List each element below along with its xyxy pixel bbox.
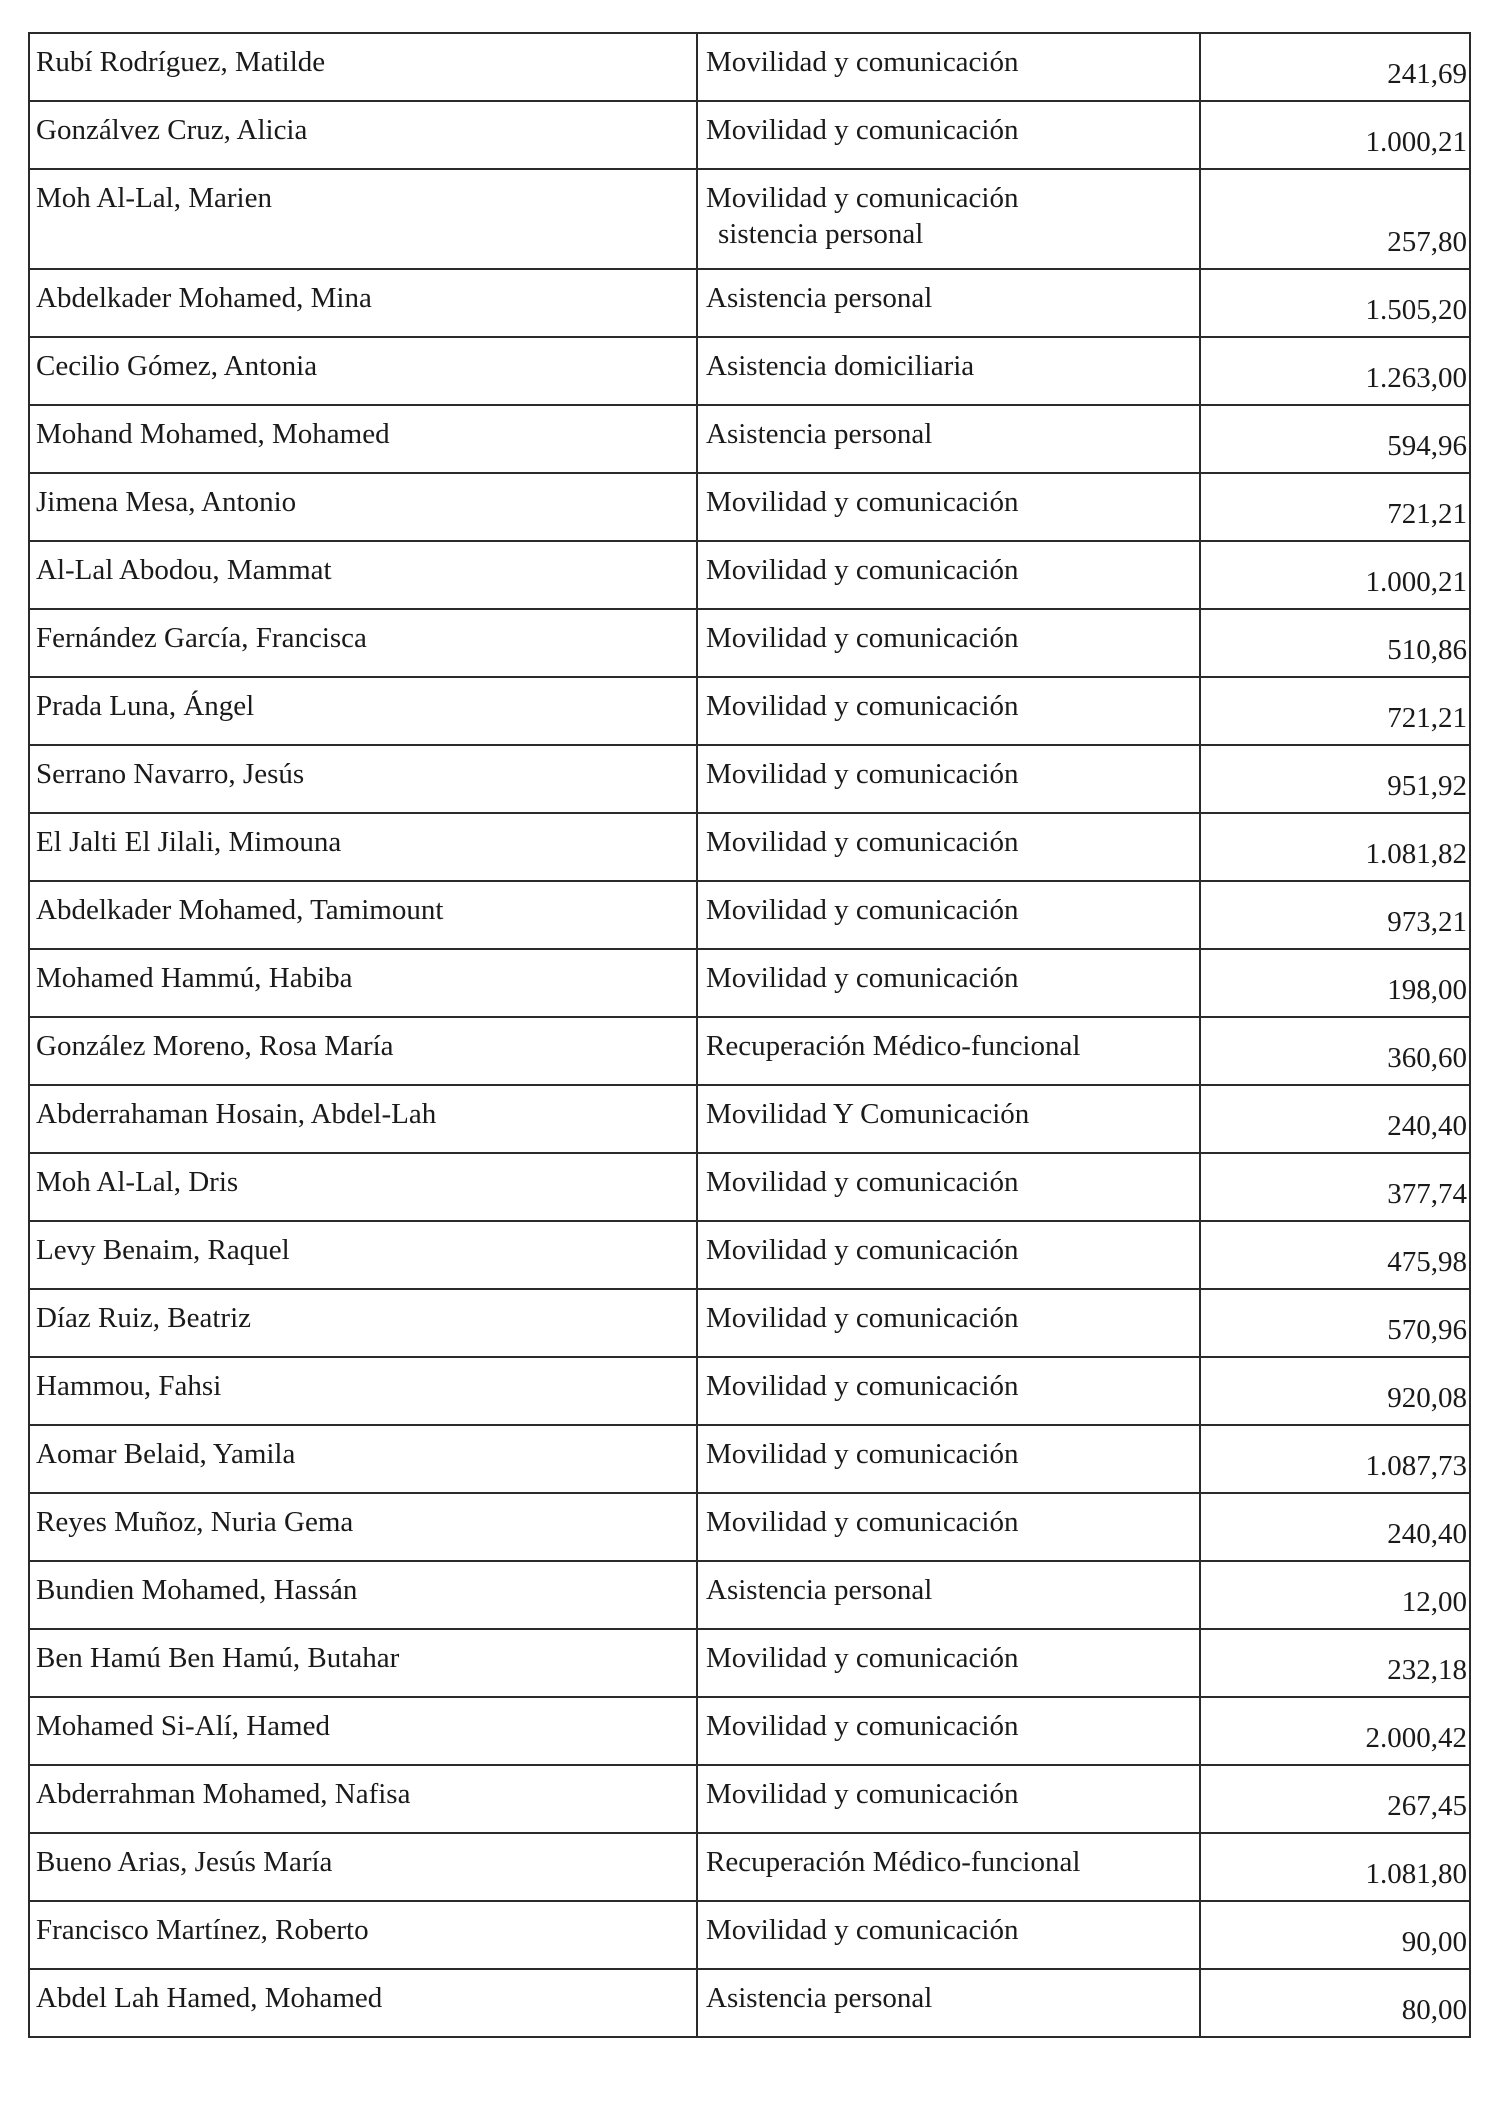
grant-concept (697, 169, 1200, 269)
table-row (29, 609, 1470, 677)
grant-amount: 12,00 (1200, 1561, 1470, 1629)
grant-amount: 257,80 (1200, 169, 1470, 269)
grant-amount: 241,69 (1200, 33, 1470, 101)
beneficiary-name: González Moreno, Rosa María (29, 1017, 697, 1085)
grant-concept: Movilidad y comunicación (697, 1901, 1200, 1969)
grant-concept: Movilidad y comunicación (697, 813, 1200, 881)
table-row (29, 1697, 1470, 1765)
beneficiary-name: Bueno Arias, Jesús María (29, 1833, 697, 1901)
grant-concept: Movilidad y comunicación (697, 473, 1200, 541)
grant-concept: Asistencia personal (697, 1969, 1200, 2037)
grant-concept-line1: Movilidad y comunicación (706, 182, 1019, 214)
table-row (29, 1901, 1470, 1969)
table-row (29, 1017, 1470, 1085)
grant-concept: Movilidad y comunicación (697, 609, 1200, 677)
grant-amount: 360,60 (1200, 1017, 1470, 1085)
table-row (29, 169, 1470, 269)
grant-concept: Asistencia personal (697, 1561, 1200, 1629)
beneficiary-name: Cecilio Gómez, Antonia (29, 337, 697, 405)
beneficiary-name: Abdelkader Mohamed, Mina (29, 269, 697, 337)
beneficiary-name: Ben Hamú Ben Hamú, Butahar (29, 1629, 697, 1697)
grant-amount: 2.000,42 (1200, 1697, 1470, 1765)
table-row (29, 269, 1470, 337)
grant-concept: Movilidad y comunicación (697, 1221, 1200, 1289)
table-row (29, 1289, 1470, 1357)
beneficiary-name: El Jalti El Jilali, Mimouna (29, 813, 697, 881)
beneficiary-name: Hammou, Fahsi (29, 1357, 697, 1425)
grants-table (28, 32, 1471, 2038)
grant-concept: Movilidad y comunicación (697, 101, 1200, 169)
grant-concept: Movilidad y comunicación (697, 1289, 1200, 1357)
grant-concept: Movilidad y comunicación (697, 677, 1200, 745)
beneficiary-name: Reyes Muñoz, Nuria Gema (29, 1493, 697, 1561)
beneficiary-name: Gonzálvez Cruz, Alicia (29, 101, 697, 169)
grant-concept: Recuperación Médico-funcional (697, 1833, 1200, 1901)
beneficiary-name: Mohamed Si-Alí, Hamed (29, 1697, 697, 1765)
beneficiary-name: Rubí Rodríguez, Matilde (29, 33, 697, 101)
beneficiary-name: Díaz Ruiz, Beatriz (29, 1289, 697, 1357)
table-row (29, 1153, 1470, 1221)
grant-amount: 240,40 (1200, 1085, 1470, 1153)
grant-amount: 721,21 (1200, 473, 1470, 541)
grant-concept: Movilidad y comunicación (697, 1697, 1200, 1765)
grant-amount: 951,92 (1200, 745, 1470, 813)
beneficiary-name: Moh Al-Lal, Dris (29, 1153, 697, 1221)
grant-amount: 1.081,80 (1200, 1833, 1470, 1901)
table-row (29, 1221, 1470, 1289)
grant-concept: Movilidad Y Comunicación (697, 1085, 1200, 1153)
table-row (29, 881, 1470, 949)
grant-concept: Movilidad y comunicación (697, 1425, 1200, 1493)
grant-amount: 90,00 (1200, 1901, 1470, 1969)
grant-amount: 1.087,73 (1200, 1425, 1470, 1493)
grant-amount: 510,86 (1200, 609, 1470, 677)
table-row (29, 1357, 1470, 1425)
grant-amount: 198,00 (1200, 949, 1470, 1017)
grant-amount: 1.081,82 (1200, 813, 1470, 881)
beneficiary-name: Mohand Mohamed, Mohamed (29, 405, 697, 473)
beneficiary-name: Aomar Belaid, Yamila (29, 1425, 697, 1493)
grant-amount: 240,40 (1200, 1493, 1470, 1561)
grant-amount: 475,98 (1200, 1221, 1470, 1289)
grant-concept: Movilidad y comunicación (697, 949, 1200, 1017)
grant-concept: Movilidad y comunicación (697, 1493, 1200, 1561)
grant-concept: Movilidad y comunicación (697, 745, 1200, 813)
grant-amount: 1.000,21 (1200, 101, 1470, 169)
table-row (29, 1425, 1470, 1493)
beneficiary-name: Al-Lal Abodou, Mammat (29, 541, 697, 609)
table-row (29, 949, 1470, 1017)
grant-amount: 80,00 (1200, 1969, 1470, 2037)
beneficiary-name: Abdel Lah Hamed, Mohamed (29, 1969, 697, 2037)
beneficiary-name: Jimena Mesa, Antonio (29, 473, 697, 541)
grant-amount: 1.263,00 (1200, 337, 1470, 405)
table-row (29, 1493, 1470, 1561)
grant-concept: Movilidad y comunicación (697, 1153, 1200, 1221)
grant-amount: 1.000,21 (1200, 541, 1470, 609)
grant-concept: Movilidad y comunicación (697, 1357, 1200, 1425)
grant-concept: Movilidad y comunicación (697, 881, 1200, 949)
table-row (29, 1085, 1470, 1153)
grant-amount: 920,08 (1200, 1357, 1470, 1425)
grant-amount: 973,21 (1200, 881, 1470, 949)
beneficiary-name: Levy Benaim, Raquel (29, 1221, 697, 1289)
grant-concept-line2: sistencia personal (718, 218, 924, 250)
grant-concept: Movilidad y comunicación (697, 1765, 1200, 1833)
beneficiary-name: Fernández García, Francisca (29, 609, 697, 677)
grant-concept: Movilidad y comunicación (697, 1629, 1200, 1697)
table-row (29, 1969, 1470, 2037)
table-row (29, 1765, 1470, 1833)
grant-amount: 232,18 (1200, 1629, 1470, 1697)
beneficiary-name: Mohamed Hammú, Habiba (29, 949, 697, 1017)
table-row (29, 405, 1470, 473)
grant-concept: Movilidad y comunicación (697, 33, 1200, 101)
grant-amount: 721,21 (1200, 677, 1470, 745)
grant-concept: Movilidad y comunicación (697, 541, 1200, 609)
table-row (29, 1561, 1470, 1629)
beneficiary-name: Prada Luna, Ángel (29, 677, 697, 745)
beneficiary-name: Moh Al-Lal, Marien (29, 169, 697, 269)
grant-amount: 377,74 (1200, 1153, 1470, 1221)
grant-amount: 570,96 (1200, 1289, 1470, 1357)
table-row (29, 677, 1470, 745)
beneficiary-name: Abderrahman Mohamed, Nafisa (29, 1765, 697, 1833)
beneficiary-name: Abderrahaman Hosain, Abdel-Lah (29, 1085, 697, 1153)
table-row (29, 1629, 1470, 1697)
grant-concept: Asistencia personal (697, 269, 1200, 337)
grant-amount: 594,96 (1200, 405, 1470, 473)
grant-concept: Recuperación Médico-funcional (697, 1017, 1200, 1085)
table-row (29, 337, 1470, 405)
grant-concept: Asistencia domiciliaria (697, 337, 1200, 405)
beneficiary-name: Abdelkader Mohamed, Tamimount (29, 881, 697, 949)
beneficiary-name: Francisco Martínez, Roberto (29, 1901, 697, 1969)
table-row (29, 33, 1470, 101)
beneficiary-name: Bundien Mohamed, Hassán (29, 1561, 697, 1629)
table-row (29, 745, 1470, 813)
table-row (29, 473, 1470, 541)
grant-concept: Asistencia personal (697, 405, 1200, 473)
table-row (29, 1833, 1470, 1901)
grant-amount: 267,45 (1200, 1765, 1470, 1833)
table-row (29, 101, 1470, 169)
grant-amount: 1.505,20 (1200, 269, 1470, 337)
table-row (29, 813, 1470, 881)
table-row (29, 541, 1470, 609)
beneficiary-name: Serrano Navarro, Jesús (29, 745, 697, 813)
